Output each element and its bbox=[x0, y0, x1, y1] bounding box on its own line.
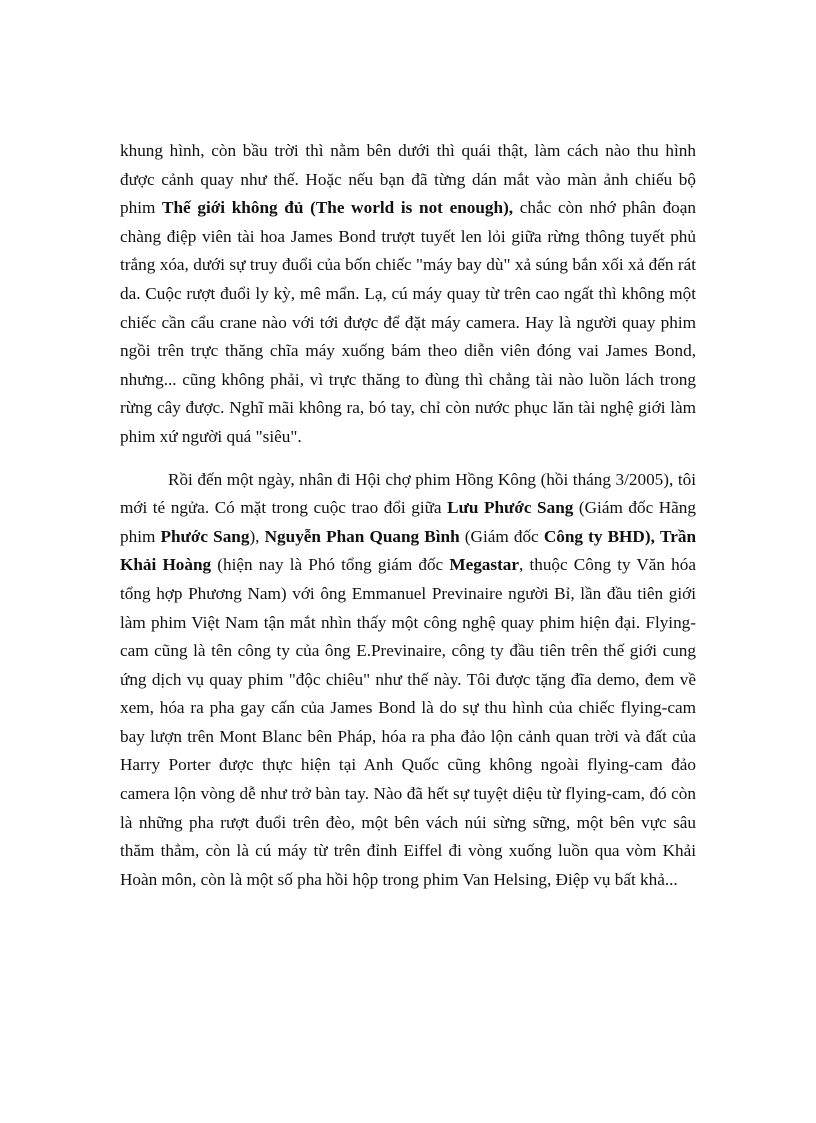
person-name-bold: Trần Khải Hoàng bbox=[120, 526, 696, 575]
company-name-bold: Megastar bbox=[449, 555, 520, 575]
person-name-bold: Nguyễn Phan Quang Bình bbox=[264, 526, 460, 546]
company-name-bold: Phước Sang bbox=[160, 526, 250, 546]
text-run: ), bbox=[249, 526, 265, 546]
text-run: (Giám đốc bbox=[459, 526, 544, 546]
document-page bbox=[120, 137, 696, 894]
text-run: (Giám đốc Hãng phim bbox=[120, 498, 696, 546]
paragraph bbox=[120, 466, 696, 895]
text-run: , thuộc Công ty Văn hóa tổng hợp Phương Nam) với ông Emmanuel Previnaire người Bỉ, lần đầu tiên giới làm phim Việt Nam tận mắt nhìn thấy một công nghệ quay phim hiện đại. Flying-cam cũng là tên công ty của ông E.Previnaire, công ty đầu tiên trên thế giới cung ứng dịch vụ quay phim "độc chiêu" như thế này. Tôi được tặng đĩa demo, đem về xem, hóa ra pha gay cấn của James Bond là do sự thu hình của chiếc flying-cam bay lượn trên Mont Blanc bên Pháp, hóa ra pha đảo lộn cảnh quan trời và đất của Harry Porter được thực hiện tại Anh Quốc cũng không ngoài flying-cam đảo camera lộn vòng dễ như trở bàn tay. Nào đã hết sự tuyệt diệu từ flying-cam, đó còn là những pha rượt đuổi trên đèo, một bên vách núi sừng sững, một bên vực sâu thăm thẳm, còn là cú máy từ trên đỉnh Eiffel đi vòng xuống luồn qua vòm Khải Hoàn môn, còn là một số pha hồi hộp trong phim Van Helsing, Điệp vụ bất khả... bbox=[120, 555, 696, 889]
text-run: chắc còn nhớ phân đoạn chàng điệp viên tài hoa James Bond trượt tuyết len lỏi giữa rừng thông tuyết phủ trắng xóa, dưới sự truy đuổi của bốn chiếc "máy bay dù" xả súng bắn xối xả đến rát da. Cuộc rượt đuổi ly kỳ, mê mẩn. Lạ, cú máy quay từ trên cao ngất thì không một chiếc cần cẩu crane nào với tới được để đặt máy camera. Hay là người quay phim ngồi trên trực thăng chĩa máy xuống bám theo diễn viên đóng vai James Bond, nhưng... cũng không phải, vì trực thăng to đùng thì chẳng tài nào luồn lách trong rừng cây được. Nghĩ mãi không ra, bó tay, chỉ còn nước phục lăn tài nghệ giới làm phim xứ người quá "siêu". bbox=[120, 198, 696, 446]
text-run: (hiện nay là Phó tổng giám đốc bbox=[211, 555, 450, 575]
text-run: Rồi đến một ngày, nhân đi Hội chợ phim Hồng Kông (hồi tháng 3/2005), tôi mới té ngửa. Có mặt trong cuộc trao đổi giữa bbox=[120, 469, 696, 518]
film-title-bold: Thế giới không đủ (The world is not enough), bbox=[162, 198, 514, 218]
company-name-bold: Công ty BHD), bbox=[543, 526, 655, 546]
paragraph bbox=[120, 137, 696, 452]
text-run: khung hình, còn bầu trời thì nằm bên dưới thì quái thật, làm cách nào thu hình được cảnh quay như thế. Hoặc nếu bạn đã từng dán mắt vào màn ảnh chiếu bộ phim bbox=[120, 141, 696, 218]
person-name-bold: Lưu Phước Sang bbox=[447, 498, 574, 518]
